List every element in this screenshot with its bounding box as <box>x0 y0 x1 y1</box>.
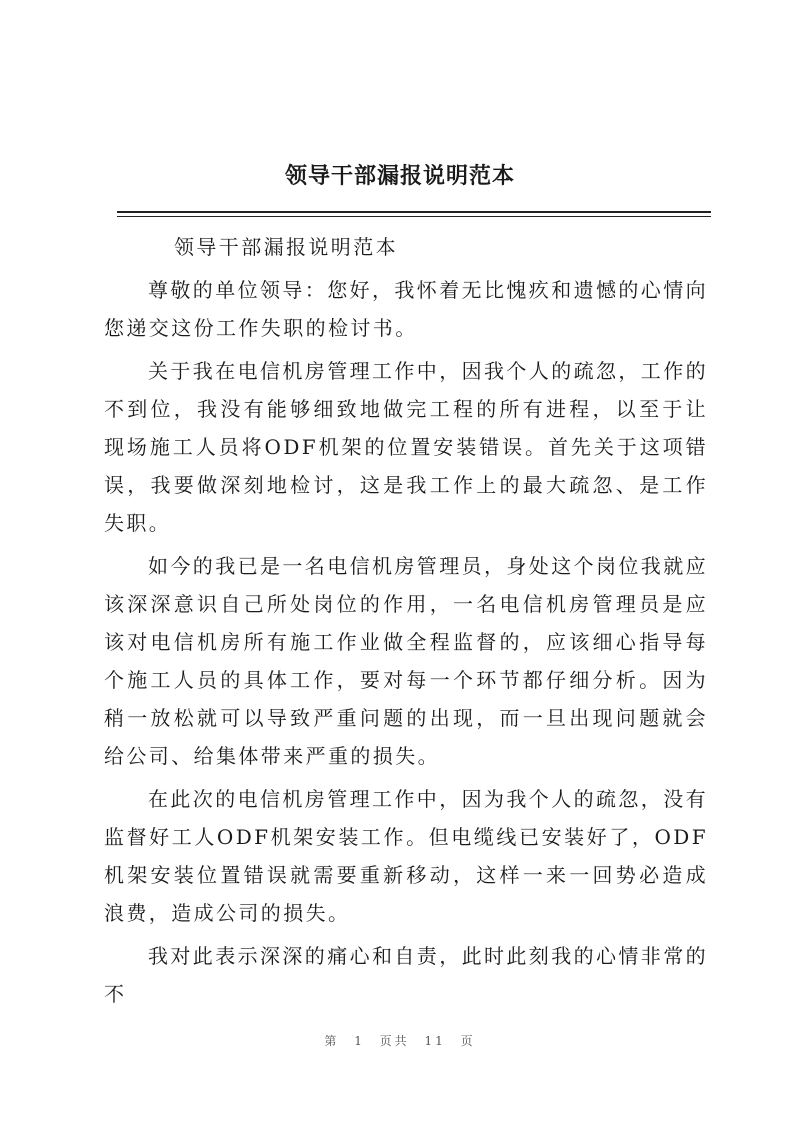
paragraph-remorse: 我对此表示深深的痛心和自责，此时此刻我的心情非常的不 <box>104 944 708 1006</box>
document-body <box>104 228 708 1018</box>
document-title: 领导干部漏报说明范本 <box>284 164 515 189</box>
title-divider <box>117 211 711 213</box>
paragraph-consequence: 在此次的电信机房管理工作中，因为我个人的疏忽，没有监督好工人ODF机架安装工作。但电缆线已安装好了，ODF机架安装位置错误就需要重新移动，这样一来一回势必造成浪费，造成公司的损失。 <box>104 787 708 925</box>
title-divider-thin <box>117 216 711 217</box>
paragraph-greeting: 尊敬的单位领导：您好，我怀着无比愧疚和遗憾的心情向您递交这份工作失职的检讨书。 <box>104 278 708 340</box>
document-subtitle: 领导干部漏报说明范本 <box>174 235 398 259</box>
page-footer: 第 1 页共 11 页 <box>324 1034 476 1048</box>
paragraph-incident: 关于我在电信机房管理工作中，因我个人的疏忽，工作的不到位，我没有能够细致地做完工程的所有进程，以至于让现场施工人员将ODF机架的位置安装错误。首先关于这项错误，我要做深刻地检讨，这是我工作上的最大疏忽、是工作失职。 <box>104 359 708 535</box>
paragraph-responsibility: 如今的我已是一名电信机房管理员，身处这个岗位我就应该深深意识自己所处岗位的作用，一名电信机房管理员是应该对电信机房所有施工作业做全程监督的，应该细心指导每个施工人员的具体工作，要对每一个环节都仔细分析。因为稍一放松就可以导致严重问题的出现，而一旦出现问题就会给公司、给集体带来严重的损失。 <box>104 554 708 768</box>
